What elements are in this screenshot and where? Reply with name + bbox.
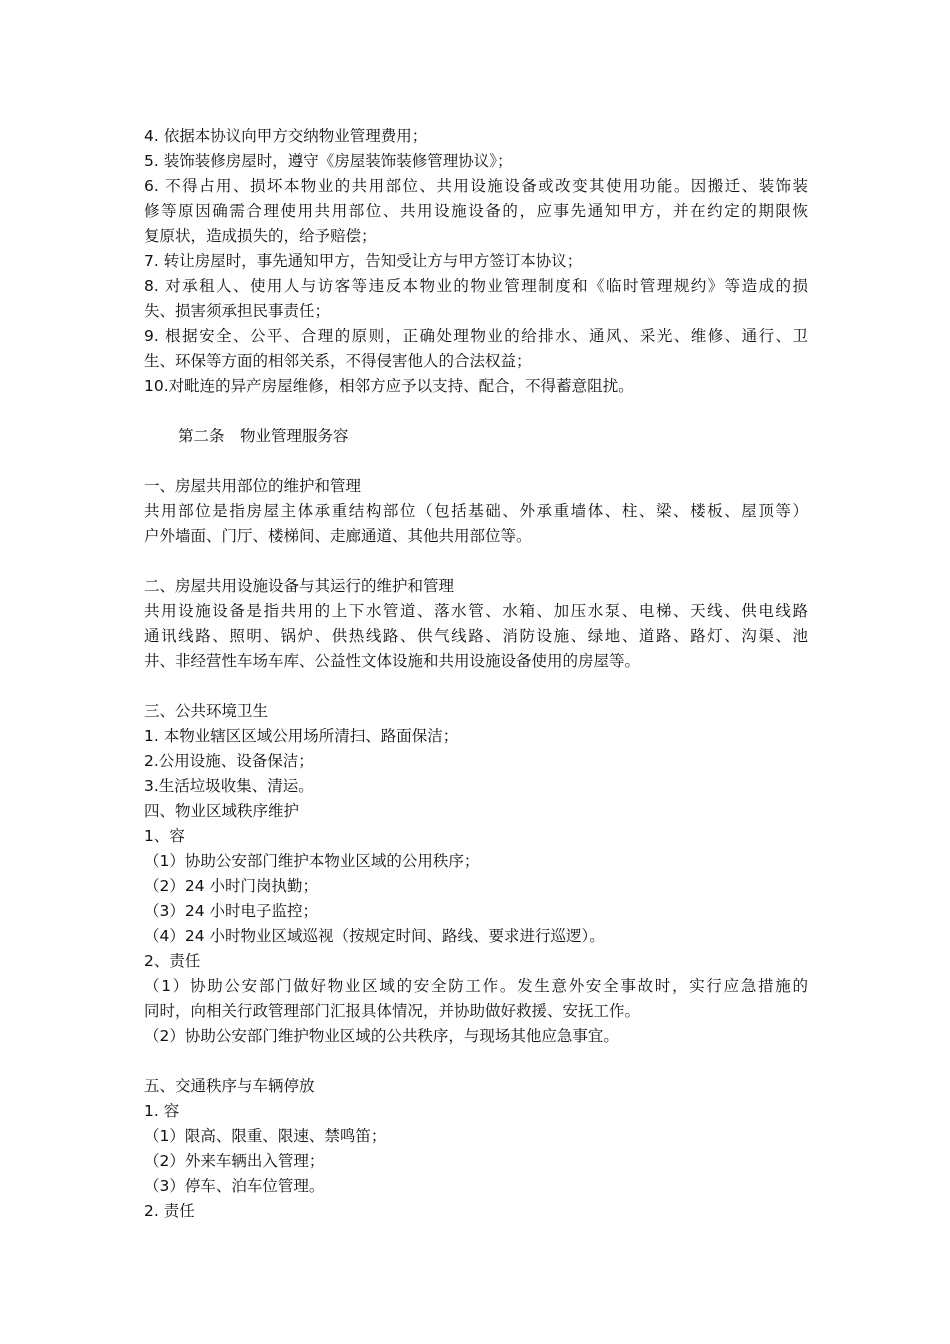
section-4-content-item-2: （2）24 小时门岗执勤； [144,877,319,895]
section-3-item-1: 1. 本物业辖区区域公用场所清扫、路面保洁； [144,727,459,745]
section-4-content-item-3: （3）24 小时电子监控； [144,902,319,920]
clause-item-4: 4. 依据本协议向甲方交纳物业管理费用； [144,127,428,145]
spacer [144,449,808,474]
section-4-subheading-content: 1、容 [144,827,185,845]
section-5-subheading-content: 1. 容 [144,1102,180,1120]
section-5-content-item-3: （3）停车、泊车位管理。 [144,1177,325,1195]
section-heading-2: 二、房屋共用设施设备与其运行的维护和管理 [144,577,455,595]
article-heading: 第二条 物业管理服务容 [178,427,349,445]
clause-item-5: 5. 装饰装修房屋时，遵守《房屋装饰装修管理协议》； [144,152,513,170]
section-5-subheading-responsibility: 2. 责任 [144,1202,195,1220]
document-page [144,124,808,1224]
section-heading-4: 四、物业区域秩序维护 [144,802,300,820]
clause-item-8-line-2: 失、损害须承担民事责任； [144,302,331,320]
section-4-responsibility-item-1-line-2: 同时，向相关行政管理部门汇报具体情况，并协助做好救援、安抚工作。 [144,1002,641,1020]
clause-item-8-line-1: 8. 对承租人、使用人与访客等违反本物业的物业管理制度和《临时管理规约》等造成的损 [144,277,808,295]
section-4-content-item-4: （4）24 小时物业区域巡视（按规定时间、路线、要求进行巡逻）。 [144,927,605,945]
spacer [144,549,808,574]
clause-item-6-line-2: 修等原因确需合理使用共用部位、共用设施设备的，应事先通知甲方，并在约定的期限恢 [144,202,808,220]
clause-item-9-line-1: 9. 根据安全、公平、合理的原则，正确处理物业的给排水、通风、采光、维修、通行、卫 [144,327,808,345]
clause-item-6-line-1: 6. 不得占用、损坏本物业的共用部位、共用设施设备或改变其使用功能。因搬迁、装饰装 [144,177,808,195]
section-4-content-item-1: （1）协助公安部门维护本物业区域的公用秩序； [144,852,480,870]
section-heading-5: 五、交通秩序与车辆停放 [144,1077,315,1095]
section-3-item-2: 2.公用设施、设备保洁； [144,752,314,770]
spacer [144,1049,808,1074]
clause-item-9-line-2: 生、环保等方面的相邻关系，不得侵害他人的合法权益； [144,352,532,370]
section-5-content-item-1: （1）限高、限重、限速、禁鸣笛； [144,1127,387,1145]
clause-item-6-line-3: 复原状，造成损失的，给予赔偿； [144,227,377,245]
spacer [144,674,808,699]
section-2-text-line-3: 井、非经营性车场车库、公益性文体设施和共用设施设备使用的房屋等。 [144,652,641,670]
section-4-responsibility-item-2: （2）协助公安部门维护物业区域的公共秩序，与现场其他应急事宜。 [144,1027,619,1045]
section-5-content-item-2: （2）外来车辆出入管理； [144,1152,325,1170]
clause-item-10: 10.对毗连的异产房屋维修，相邻方应予以支持、配合，不得蓄意阻扰。 [144,377,634,395]
section-2-text-line-1: 共用设施设备是指共用的上下水管道、落水管、水箱、加压水泵、电梯、天线、供电线路 [144,602,808,620]
clause-item-7: 7. 转让房屋时，事先通知甲方，告知受让方与甲方签订本协议； [144,252,583,270]
section-heading-1: 一、房屋共用部位的维护和管理 [144,477,362,495]
section-2-text-line-2: 通讯线路、照明、锅炉、供热线路、供气线路、消防设施、绿地、道路、路灯、沟渠、池 [144,627,808,645]
spacer [144,399,808,424]
section-1-text-line-2: 户外墙面、门厅、楼梯间、走廊通道、其他共用部位等。 [144,527,532,545]
section-4-responsibility-item-1-line-1: （1）协助公安部门做好物业区域的安全防工作。发生意外安全事故时，实行应急措施的 [144,977,808,995]
section-1-text-line-1: 共用部位是指房屋主体承重结构部位（包括基础、外承重墙体、柱、梁、楼板、屋顶等） [144,502,808,520]
section-3-item-3: 3.生活垃圾收集、清运。 [144,777,314,795]
section-4-subheading-responsibility: 2、责任 [144,952,201,970]
section-heading-3: 三、公共环境卫生 [144,702,269,720]
